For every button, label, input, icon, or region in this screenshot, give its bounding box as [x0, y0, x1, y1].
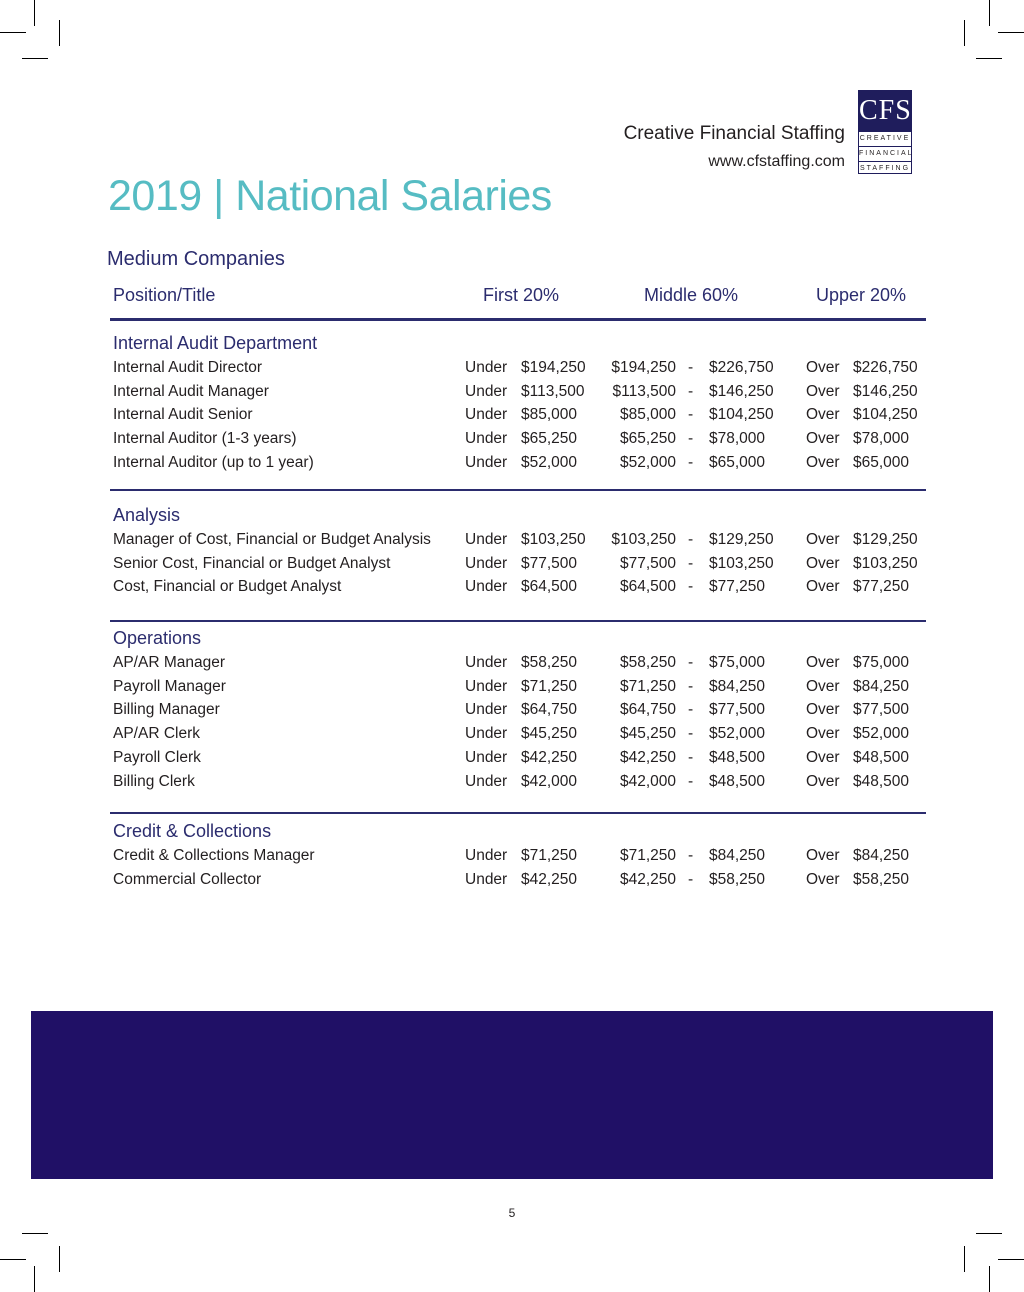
over-label: Over — [806, 531, 840, 548]
under-label: Under — [465, 531, 508, 548]
under-label: Under — [465, 554, 508, 572]
under-label: Under — [465, 430, 508, 448]
middle-low-value: $58,250 — [619, 654, 676, 671]
section-title: Internal Audit Department — [113, 333, 318, 353]
over-label: Over — [806, 359, 840, 376]
table-row — [0, 701, 1024, 725]
range-dash: - — [688, 847, 694, 864]
column-header-first: First 20% — [483, 285, 560, 305]
range-dash: - — [688, 359, 694, 376]
table-row — [0, 406, 1024, 430]
crop-mark — [0, 1259, 26, 1260]
row-title: Credit & Collections Manager — [113, 847, 315, 864]
table-row — [0, 749, 1024, 773]
middle-high-value: $78,000 — [709, 430, 766, 448]
range-dash: - — [688, 578, 694, 596]
table-row — [0, 383, 1024, 407]
middle-low-value: $42,250 — [619, 748, 676, 766]
row-title: AP/AR Clerk — [113, 725, 200, 743]
table-row — [0, 773, 1024, 797]
over-label: Over — [806, 870, 840, 888]
under-label: Under — [465, 748, 508, 766]
row-title: Billing Manager — [113, 701, 220, 719]
under-label: Under — [465, 677, 508, 695]
under-label: Under — [465, 453, 508, 471]
over-label: Over — [806, 554, 840, 572]
middle-high-value: $226,750 — [709, 359, 774, 376]
section-divider — [110, 489, 926, 491]
middle-low-value: $103,250 — [611, 531, 676, 548]
under-label: Under — [465, 578, 508, 596]
middle-high-value: $84,250 — [709, 677, 766, 695]
under-label: Under — [465, 406, 508, 424]
logo-line: STAFFING — [859, 161, 911, 176]
first-value: $58,250 — [521, 654, 578, 671]
row-title: Payroll Clerk — [113, 748, 201, 766]
crop-mark — [34, 1266, 35, 1292]
section-divider — [110, 620, 926, 622]
table-row — [0, 454, 1024, 478]
middle-low-value: $77,500 — [619, 554, 676, 572]
over-label: Over — [806, 406, 840, 424]
over-label: Over — [806, 701, 840, 719]
middle-low-value: $42,000 — [619, 772, 676, 790]
middle-low-value: $52,000 — [619, 453, 676, 471]
middle-low-value: $42,250 — [619, 870, 676, 888]
row-title: Internal Auditor (up to 1 year) — [113, 453, 314, 471]
first-value: $103,250 — [521, 531, 586, 548]
over-label: Over — [806, 578, 840, 596]
middle-high-value: $77,500 — [709, 701, 766, 719]
column-header-middle: Middle 60% — [644, 285, 739, 305]
section-title: Credit & Collections — [113, 821, 272, 841]
middle-high-value: $65,000 — [709, 453, 766, 471]
under-label: Under — [465, 725, 508, 743]
over-label: Over — [806, 847, 840, 864]
first-value: $77,500 — [521, 554, 578, 572]
logo-mark: CFS — [859, 91, 911, 131]
range-dash: - — [688, 654, 694, 671]
over-label: Over — [806, 772, 840, 790]
column-header-position: Position/Title — [113, 285, 216, 305]
middle-high-value: $129,250 — [709, 531, 774, 548]
row-title: Commercial Collector — [113, 870, 262, 888]
crop-mark — [964, 1246, 965, 1272]
first-value: $194,250 — [521, 359, 586, 376]
header-divider — [110, 318, 926, 321]
upper-value: $58,250 — [853, 870, 910, 888]
middle-high-value: $75,000 — [709, 654, 766, 671]
logo-line: FINANCIAL — [859, 146, 911, 161]
first-value: $113,500 — [521, 382, 585, 400]
middle-high-value: $103,250 — [709, 554, 774, 572]
range-dash: - — [688, 701, 694, 719]
range-dash: - — [688, 531, 694, 548]
under-label: Under — [465, 701, 508, 719]
upper-value: $48,500 — [853, 772, 910, 790]
upper-value: $226,750 — [853, 359, 918, 376]
page-title: 2019 | National Salaries — [108, 172, 552, 220]
upper-value: $78,000 — [853, 430, 910, 448]
crop-mark — [964, 20, 965, 46]
range-dash: - — [688, 382, 694, 400]
table-row — [0, 531, 1024, 555]
upper-value: $48,500 — [853, 748, 910, 766]
range-dash: - — [688, 677, 694, 695]
over-label: Over — [806, 430, 840, 448]
footer-band — [31, 1011, 993, 1179]
middle-low-value: $71,250 — [619, 847, 676, 864]
first-value: $71,250 — [521, 677, 578, 695]
over-label: Over — [806, 677, 840, 695]
crop-mark — [976, 1233, 1002, 1234]
page-subtitle: Medium Companies — [107, 248, 285, 270]
first-value: $42,250 — [521, 748, 578, 766]
first-value: $52,000 — [521, 453, 578, 471]
table-row — [0, 578, 1024, 602]
middle-low-value: $64,500 — [619, 578, 676, 596]
table-row — [0, 359, 1024, 383]
row-title: Manager of Cost, Financial or Budget Analysis — [113, 531, 431, 548]
company-name: Creative Financial Staffing — [623, 123, 845, 144]
range-dash: - — [688, 725, 694, 743]
middle-low-value: $85,000 — [619, 406, 676, 424]
first-value: $64,750 — [521, 701, 578, 719]
range-dash: - — [688, 554, 694, 572]
table-row — [0, 654, 1024, 678]
first-value: $42,000 — [521, 772, 578, 790]
upper-value: $104,250 — [853, 406, 918, 424]
company-website[interactable]: www.cfstaffing.com — [708, 153, 845, 170]
upper-value: $77,500 — [853, 701, 910, 719]
upper-value: $52,000 — [853, 725, 910, 743]
middle-high-value: $58,250 — [709, 870, 766, 888]
range-dash: - — [688, 453, 694, 471]
row-title: Internal Audit Director — [113, 359, 263, 376]
crop-mark — [976, 58, 1002, 59]
row-title: Internal Audit Senior — [113, 406, 253, 424]
range-dash: - — [688, 772, 694, 790]
first-value: $45,250 — [521, 725, 578, 743]
upper-value: $77,250 — [853, 578, 910, 596]
crop-mark — [22, 1233, 48, 1234]
middle-low-value: $65,250 — [619, 430, 676, 448]
under-label: Under — [465, 359, 508, 376]
crop-mark — [998, 32, 1024, 33]
crop-mark — [59, 1246, 60, 1272]
middle-high-value: $77,250 — [709, 578, 766, 596]
middle-low-value: $113,500 — [612, 382, 676, 400]
crop-mark — [0, 32, 26, 33]
section-divider — [110, 812, 926, 814]
crop-mark — [22, 58, 48, 59]
middle-high-value: $146,250 — [709, 382, 774, 400]
middle-high-value: $84,250 — [709, 847, 766, 864]
table-row — [0, 847, 1024, 871]
row-title: Internal Auditor (1-3 years) — [113, 430, 297, 448]
page-number: 5 — [508, 1206, 516, 1220]
upper-value: $146,250 — [853, 382, 918, 400]
over-label: Over — [806, 748, 840, 766]
row-title: AP/AR Manager — [113, 654, 225, 671]
first-value: $65,250 — [521, 430, 578, 448]
upper-value: $129,250 — [853, 531, 918, 548]
row-title: Cost, Financial or Budget Analyst — [113, 578, 342, 596]
under-label: Under — [465, 654, 508, 671]
middle-low-value: $45,250 — [619, 725, 676, 743]
row-title: Billing Clerk — [113, 772, 195, 790]
upper-value: $103,250 — [853, 554, 918, 572]
crop-mark — [998, 1259, 1024, 1260]
table-row — [0, 430, 1024, 454]
range-dash: - — [688, 870, 694, 888]
upper-value: $75,000 — [853, 654, 910, 671]
first-value: $64,500 — [521, 578, 578, 596]
first-value: $85,000 — [521, 406, 578, 424]
range-dash: - — [688, 748, 694, 766]
middle-high-value: $52,000 — [709, 725, 766, 743]
upper-value: $84,250 — [853, 847, 910, 864]
table-row — [0, 871, 1024, 895]
logo-line: CREATIVE — [859, 131, 911, 146]
range-dash: - — [688, 406, 694, 424]
first-value: $71,250 — [521, 847, 578, 864]
middle-high-value: $48,500 — [709, 772, 766, 790]
middle-high-value: $48,500 — [709, 748, 766, 766]
over-label: Over — [806, 453, 840, 471]
middle-low-value: $194,250 — [611, 359, 676, 376]
column-header-upper: Upper 20% — [816, 285, 907, 305]
row-title: Senior Cost, Financial or Budget Analyst — [113, 554, 391, 572]
upper-value: $65,000 — [853, 453, 910, 471]
crop-mark — [59, 20, 60, 46]
range-dash: - — [688, 430, 694, 448]
middle-low-value: $71,250 — [619, 677, 676, 695]
middle-high-value: $104,250 — [709, 406, 774, 424]
upper-value: $84,250 — [853, 677, 910, 695]
table-row — [0, 725, 1024, 749]
under-label: Under — [465, 847, 508, 864]
crop-mark — [34, 0, 35, 26]
first-value: $42,250 — [521, 870, 578, 888]
table-row — [0, 678, 1024, 702]
over-label: Over — [806, 382, 840, 400]
under-label: Under — [465, 870, 508, 888]
company-logo — [858, 90, 912, 174]
row-title: Internal Audit Manager — [113, 382, 269, 400]
table-row — [0, 555, 1024, 579]
over-label: Over — [806, 654, 840, 671]
crop-mark — [989, 0, 990, 26]
under-label: Under — [465, 772, 508, 790]
under-label: Under — [465, 382, 508, 400]
section-title: Analysis — [113, 505, 181, 525]
over-label: Over — [806, 725, 840, 743]
crop-mark — [989, 1266, 990, 1292]
row-title: Payroll Manager — [113, 677, 226, 695]
section-title: Operations — [113, 628, 202, 648]
middle-low-value: $64,750 — [619, 701, 676, 719]
